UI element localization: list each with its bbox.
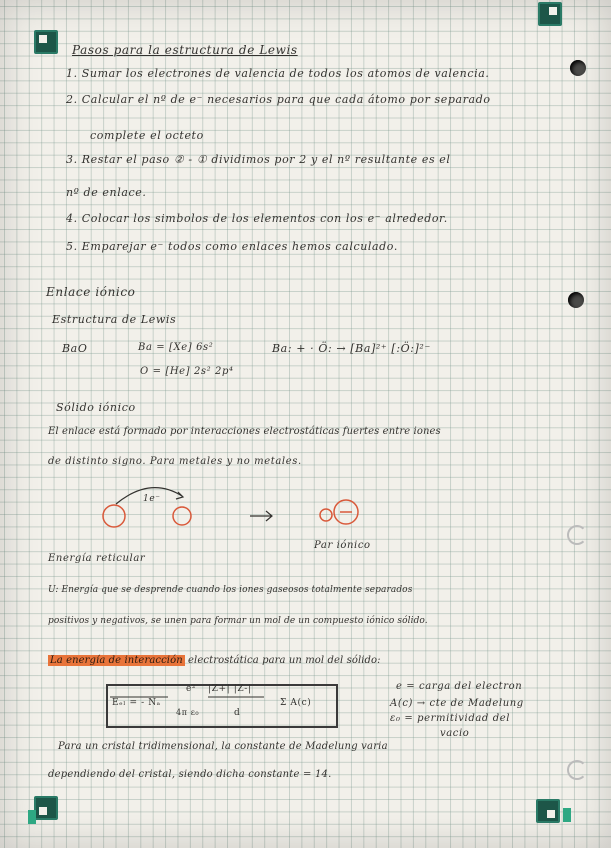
formula-denominator-2: d <box>234 708 241 718</box>
final-text-2: dependiendo del cristal, siendo dicha constante = 14. <box>48 769 332 780</box>
o-configuration: O = [He] 2s² 2p⁴ <box>140 366 234 377</box>
neutral-atom-circle <box>173 507 191 525</box>
formula-lhs: Eₑₗ = - Nₐ <box>112 698 161 708</box>
step-3: 3. Restar el paso ② - ① dividimos por 2 y el nº resultante es el <box>66 153 451 166</box>
formula-numerator-2: |Z+| |Z-| <box>208 684 252 694</box>
formula-tail: Σ A(c) <box>280 698 312 708</box>
legend-vacuum: vacio <box>440 728 470 739</box>
solid-text-1: El enlace está formado por interacciones electrostáticas fuertes entre iones <box>48 426 441 437</box>
step-2: 2. Calcular el nº de e⁻ necesarios para que cada átomo por separado <box>66 93 491 106</box>
solid-heading: Sólido iónico <box>56 401 136 414</box>
ba-configuration: Ba = [Xe] 6s² <box>138 342 214 353</box>
interaction-highlight: La energía de interacción <box>50 655 183 666</box>
legend-permittivity: ε₀ = permitividad del <box>390 713 511 724</box>
step-4: 4. Colocar los simbolos de los elementos con los e⁻ alrededor. <box>66 212 448 225</box>
formula-numerator-1: e² <box>186 684 197 694</box>
cation-circle <box>320 509 332 521</box>
formula-denominator-1: 4π ε₀ <box>176 708 200 717</box>
step-1: 1. Sumar los electrones de valencia de todos los atomos de valencia. <box>66 67 490 80</box>
lattice-text-1: U: Energía que se desprende cuando los iones gaseosos totalmente separados <box>48 585 413 595</box>
solid-text-2: de distinto signo. Para metales y no metales. <box>48 456 302 467</box>
neutral-atom-circle <box>103 505 125 527</box>
step-5: 5. Emparejar e⁻ todos como enlaces hemos calculado. <box>66 240 398 253</box>
step-3-cont: nº de enlace. <box>66 186 147 199</box>
interaction-rest: electrostática para un mol del sólido: <box>184 655 381 666</box>
final-text-1: Para un cristal tridimensional, la constante de Madelung varia <box>58 741 388 752</box>
lattice-text-2: positivos y negativos, se unen para formar un mol de un compuesto iónico sólido. <box>48 616 428 626</box>
reaction-arrow <box>250 511 272 521</box>
section-heading-ionic: Enlace iónico <box>46 285 136 299</box>
legend-charge: e = carga del electron <box>396 681 523 692</box>
lattice-heading: Energía reticular <box>48 553 146 564</box>
compound-bao: BaO <box>62 342 88 355</box>
ion-pair-label: Par iónico <box>314 540 371 551</box>
lewis-reaction: Ba: + · Ö: → [Ba]²⁺ [:Ö:]²⁻ <box>272 342 431 355</box>
step-2-cont: complete el octeto <box>90 129 204 142</box>
lewis-subheading: Estructura de Lewis <box>52 313 177 326</box>
legend-madelung: A(c) → cte de Madelung <box>390 698 524 709</box>
interaction-line <box>48 655 381 666</box>
electron-label: 1e⁻ <box>143 494 161 504</box>
page-title: Pasos para la estructura de Lewis <box>72 43 298 57</box>
